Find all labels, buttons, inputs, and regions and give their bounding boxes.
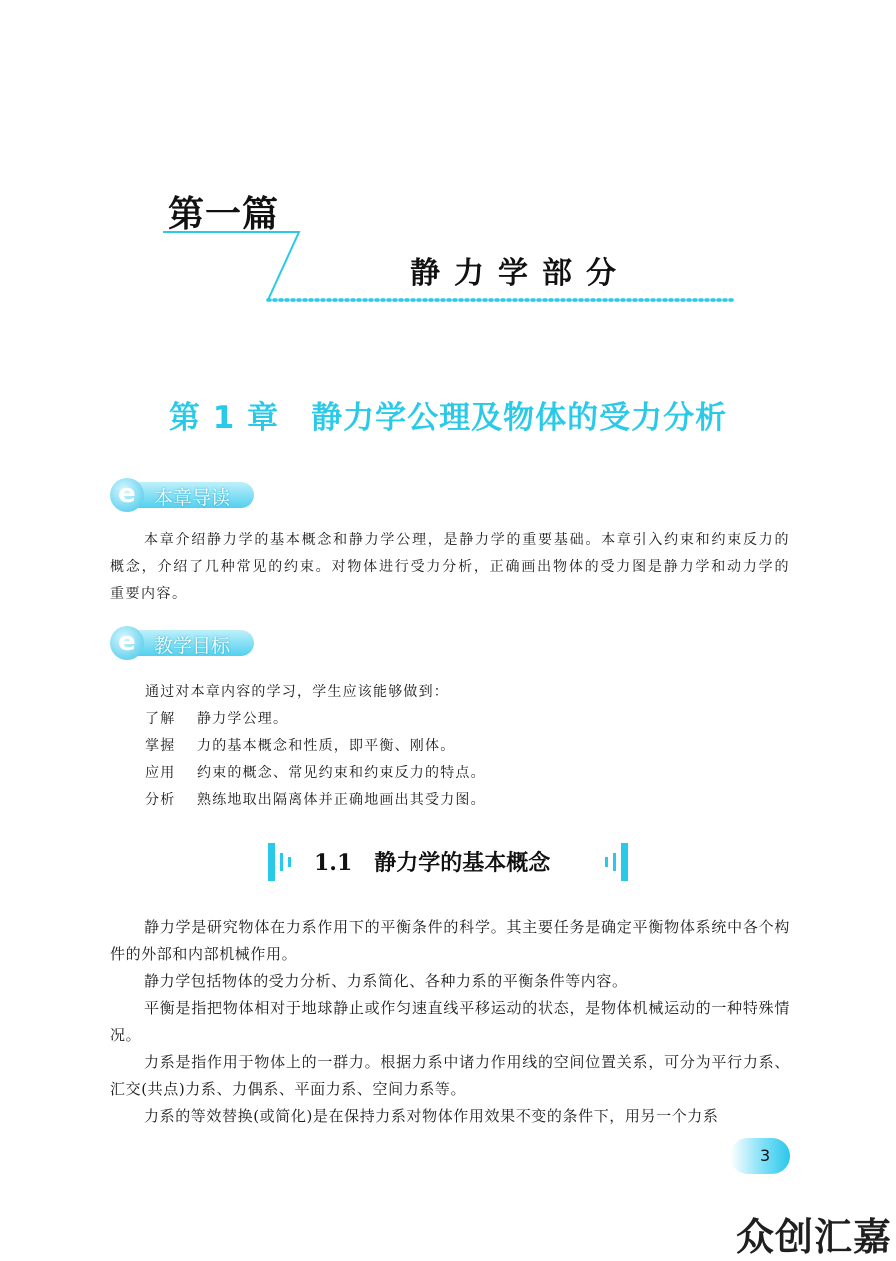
objectives-intro: 通过对本章内容的学习，学生应该能够做到： [145,684,449,700]
objective-desc: 静力学公理。 [197,711,289,727]
body-paragraph: 静力学包括物体的受力分析、力系简化、各种力系的平衡条件等内容。 [144,972,628,990]
objective-item [145,762,486,782]
section-heading [268,843,628,881]
heading-bar-left-thin [280,853,283,871]
heading-bar-left-small [288,857,291,867]
heading-bar-right [621,843,628,881]
watermark: 众创汇嘉 [736,1215,893,1259]
teaching-objectives-label: 教学目标 [154,635,231,657]
chapter-title: 第 1 章 静力学公理及物体的受力分析 [168,400,728,436]
objective-item [145,708,288,728]
body-paragraph: 平衡是指把物体相对于地球静止或作匀速直线平移运动的状态，是物体机械运动的一种特殊情况。 [110,999,790,1044]
part-label: 第一篇 [168,194,280,235]
heading-bar-right-small [605,857,608,867]
body-paragraph: 力系的等效替换(或简化)是在保持力系对物体作用效果不变的条件下，用另一个力系 [144,1107,719,1125]
objective-desc: 熟练地取出隔离体并正确地画出其受力图。 [197,792,486,808]
part-title: 静力学部分 [410,256,630,291]
teaching-objectives-badge [110,626,260,660]
chapter-guide-text: 本章介绍静力学的基本概念和静力学公理，是静力学的重要基础。本章引入约束和约束反力的概念，介绍了几种常见的约束。对物体进行受力分析，正确画出物体的受力图是静力学和动力学的重要内容。 [110,532,790,602]
objective-term: 掌握 [145,738,176,754]
part-bracket-line [163,232,299,300]
e-icon: e [110,478,144,512]
chapter-guide-badge [110,478,260,512]
heading-bar-left [268,843,275,881]
objective-item [145,789,486,809]
objective-term: 了解 [145,711,176,727]
objective-desc: 力的基本概念和性质，即平衡、刚体。 [197,738,456,754]
objective-term: 分析 [145,792,176,808]
page-number: 3 [760,1146,771,1165]
body-paragraph: 静力学是研究物体在力系作用下的平衡条件的科学。其主要任务是确定平衡物体系统中各个构件的外部和内部机械作用。 [110,918,790,963]
body-paragraph: 力系是指作用于物体上的一群力。根据力系中诸力作用线的空间位置关系，可分为平行力系、汇交(共点)力系、力偶系、平面力系、空间力系等。 [110,1053,790,1098]
objective-item [145,735,455,755]
e-icon: e [110,626,144,660]
heading-bar-right-thin [613,853,616,871]
objective-term: 应用 [145,765,176,781]
chapter-guide-label: 本章导读 [154,487,231,509]
section-title: 1.1 静力学的基本概念 [314,850,551,876]
objective-desc: 约束的概念、常见约束和约束反力的特点。 [197,765,486,781]
